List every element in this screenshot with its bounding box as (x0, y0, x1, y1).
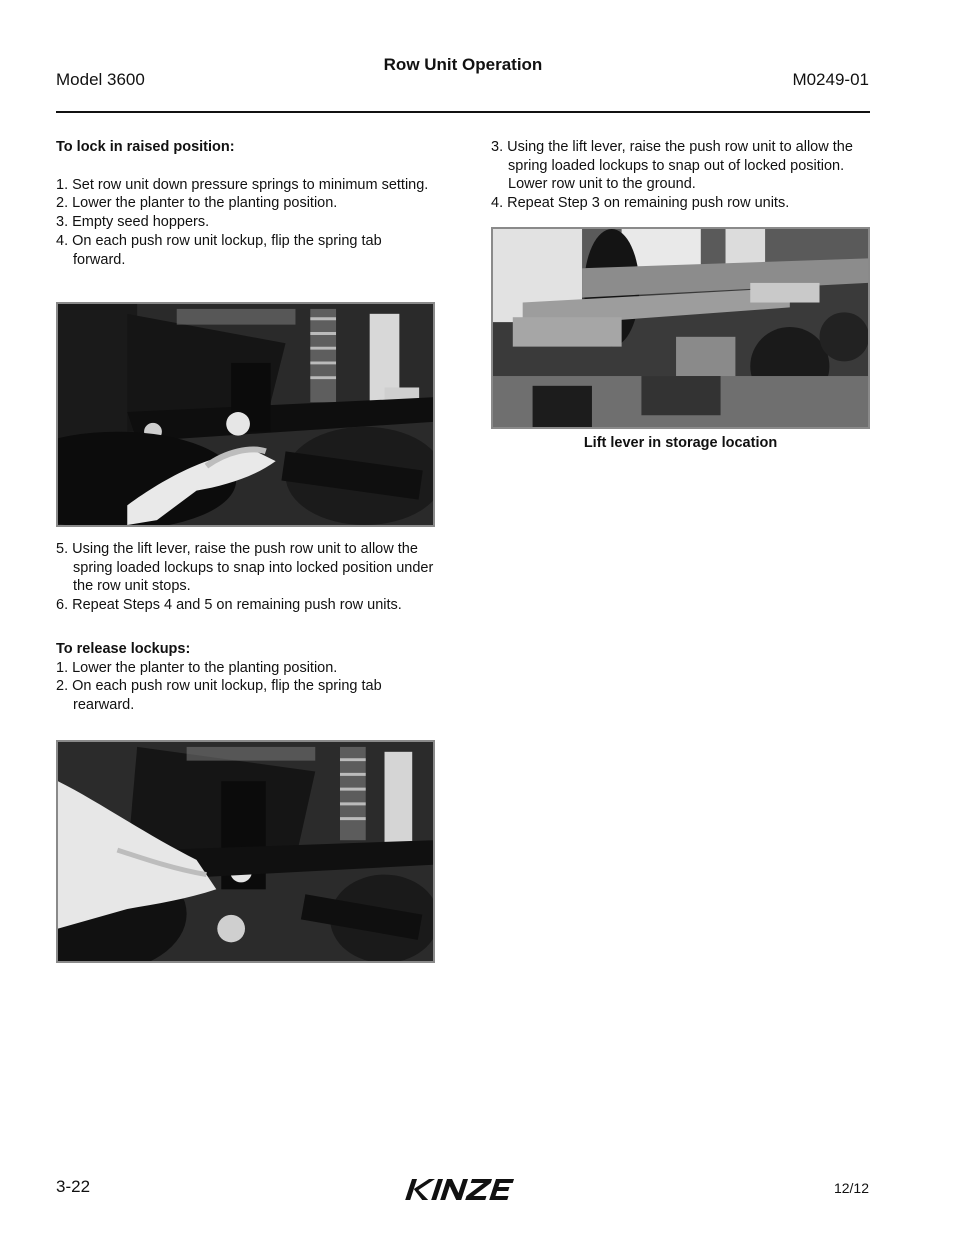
lock-heading: To lock in raised position: (56, 139, 235, 155)
machinery-illustration (493, 229, 868, 427)
machinery-illustration (58, 304, 433, 525)
lock-instructions (56, 138, 436, 269)
list-item: 3. Using the lift lever, raise the push row unit to allow the spring loaded lockups to snap out of locked position. Lower row unit to the ground. (491, 139, 853, 193)
kinze-logo-mark (401, 1176, 525, 1204)
list-item: 3. Empty seed hoppers. (56, 214, 210, 231)
list-item: 5. Using the lift lever, raise the push row unit to allow the spring loaded lockups to snap into locked position under the row unit stops. (56, 541, 434, 595)
section-title: Row Unit Operation (383, 55, 543, 74)
release-instructions (56, 640, 436, 715)
page-number: 3-22 (56, 1177, 91, 1196)
photo-caption: Lift lever in storage location (583, 435, 778, 451)
spacer (56, 157, 436, 176)
lock-instructions-continued (56, 540, 436, 615)
list-item: 1. Set row unit down pressure springs to minimum setting. (56, 176, 429, 193)
list-item: 6. Repeat Steps 4 and 5 on remaining push row units. (56, 597, 402, 614)
revision-date: 12/12 (833, 1180, 869, 1196)
lift-lever-storage-photo (491, 227, 870, 429)
list-item: 1. Lower the planter to the planting position. (56, 659, 338, 676)
header-divider (56, 111, 870, 113)
model-label: Model 3600 (56, 70, 145, 89)
lockup-rearward-photo (56, 740, 435, 963)
kinze-logo (401, 1176, 525, 1204)
list-item: 4. Repeat Step 3 on remaining push row units. (491, 195, 790, 212)
list-item: 2. On each push row unit lockup, flip the spring tab rearward. (56, 678, 382, 714)
document-number: M0249-01 (792, 70, 869, 89)
release-instructions-continued (491, 138, 871, 213)
list-item: 4. On each push row unit lockup, flip the spring tab forward. (56, 232, 382, 268)
list-item: 2. Lower the planter to the planting position. (56, 195, 338, 212)
lockup-forward-photo (56, 302, 435, 527)
release-heading: To release lockups: (56, 641, 191, 657)
machinery-illustration (58, 742, 433, 961)
